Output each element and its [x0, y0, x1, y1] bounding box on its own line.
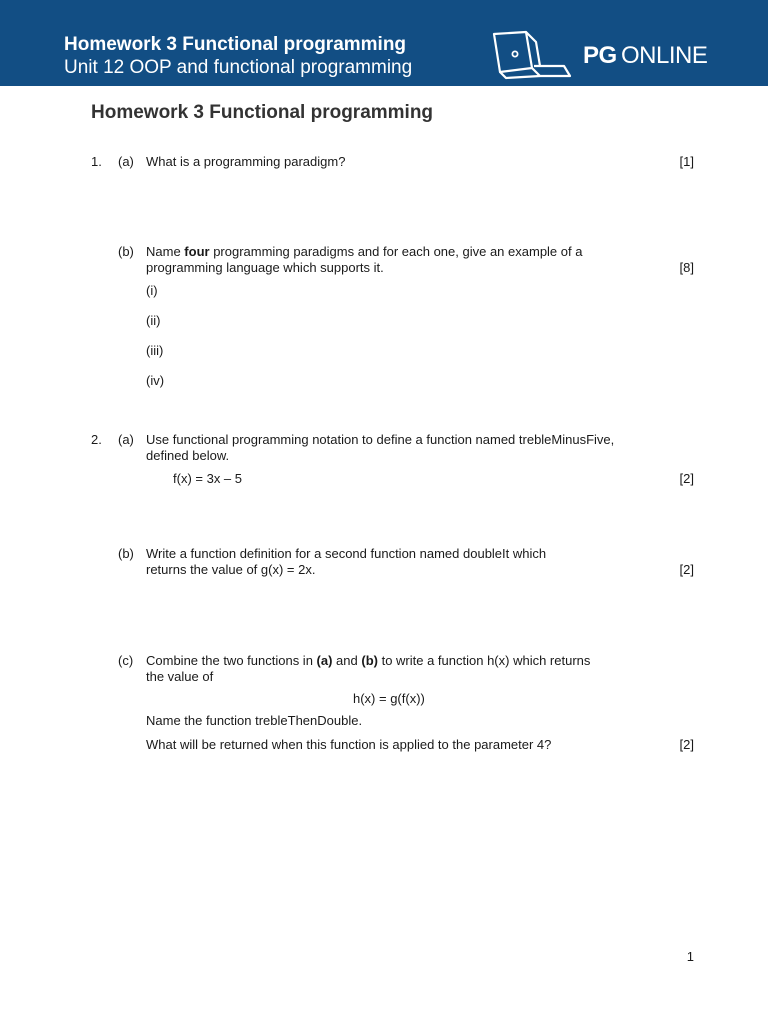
header-subtitle: Unit 12 OOP and functional programming — [64, 57, 413, 78]
emphasis-text: (b) — [361, 653, 378, 668]
subpart-label: (iv) — [146, 373, 165, 388]
marks-label: [1] — [679, 154, 694, 169]
emphasis-text: four — [184, 244, 210, 259]
part-label: (a) — [118, 432, 134, 447]
subpart-label: (iii) — [146, 343, 164, 358]
part-label: (c) — [118, 653, 134, 668]
question-text: Combine the two functions in (a) and (b) to write a function h(x) which returns — [146, 653, 591, 668]
marks-label: [2] — [679, 562, 694, 577]
question-text: Write a function definition for a second function named doubleIt which — [146, 546, 547, 561]
question-text: returns the value of g(x) = 2x. — [146, 562, 316, 577]
header-banner — [0, 0, 768, 86]
question-text: Use functional programming notation to define a function named trebleMinusFive, — [146, 432, 615, 447]
marks-label: [2] — [679, 737, 694, 752]
emphasis-text: (a) — [316, 653, 333, 668]
page-number: 1 — [686, 949, 694, 964]
question-text: Name four programming paradigms and for each one, give an example of a — [146, 244, 583, 259]
logo-brand-bold: PG — [583, 42, 617, 69]
subpart-label: (i) — [146, 283, 158, 298]
page-heading: Homework 3 Functional programming — [91, 102, 434, 123]
marks-label: [8] — [679, 260, 694, 275]
logo-brand-regular: ONLINE — [621, 42, 708, 69]
question-text: What is a programming paradigm? — [146, 154, 346, 169]
part-label: (b) — [118, 546, 134, 561]
question-text: the value of — [146, 669, 214, 684]
formula: h(x) = g(f(x)) — [353, 691, 425, 706]
laptop-icon — [490, 28, 574, 82]
question-text: What will be returned when this function is applied to the parameter 4? — [146, 737, 552, 752]
question-text: Name the function trebleThenDouble. — [146, 713, 363, 728]
part-label: (b) — [118, 244, 134, 259]
question-text: programming language which supports it. — [146, 260, 384, 275]
part-label: (a) — [118, 154, 134, 169]
marks-label: [2] — [679, 471, 694, 486]
subpart-label: (ii) — [146, 313, 161, 328]
question-number: 2. — [91, 432, 102, 447]
header-title: Homework 3 Functional programming — [64, 34, 407, 55]
formula: f(x) = 3x – 5 — [173, 471, 242, 486]
question-text: defined below. — [146, 448, 230, 463]
question-number: 1. — [91, 154, 102, 169]
